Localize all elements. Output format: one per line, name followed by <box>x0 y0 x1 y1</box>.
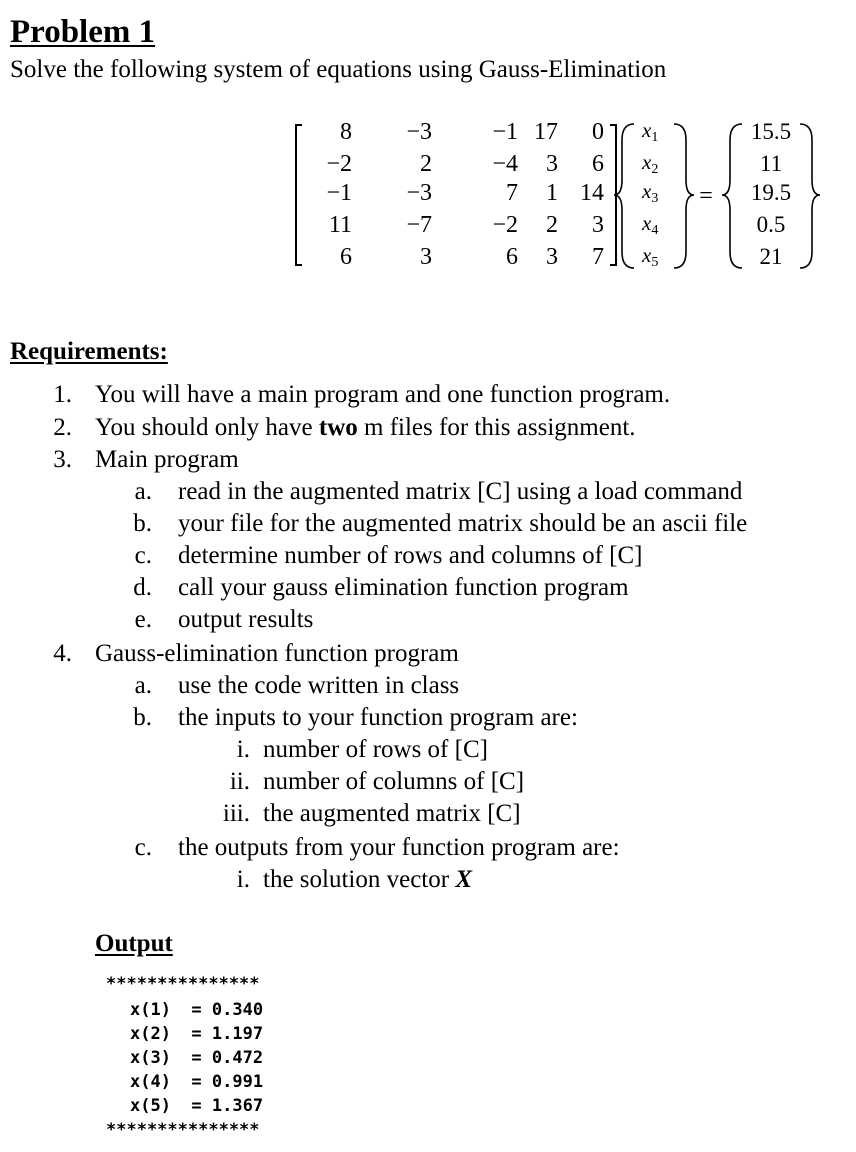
item-text: You will have a main program and one function program. <box>95 381 671 408</box>
subitem-letter: a. <box>134 478 152 505</box>
output-line: x(4) = 0.991 <box>130 1072 264 1092</box>
matrix-cell: 3 <box>592 212 604 238</box>
output-line: x(2) = 1.197 <box>130 1024 264 1044</box>
matrix-cell: −3 <box>406 119 432 145</box>
rhs-cell: 11 <box>759 151 783 176</box>
matrix-cell: 14 <box>580 180 604 206</box>
item-text: Main program <box>95 446 239 473</box>
item-text-bold: two <box>318 414 358 441</box>
coefficient-matrix <box>326 119 604 270</box>
subsubitem-text <box>263 866 472 894</box>
matrix-cell: 3 <box>420 244 432 270</box>
matrix-cell: −4 <box>492 151 518 177</box>
subitem-letter: e. <box>134 606 152 633</box>
matrix-cell: −2 <box>492 212 518 238</box>
rhs-cell: 0.5 <box>756 212 786 237</box>
item-number: 4. <box>53 640 72 667</box>
item-text-part: You should only have <box>95 414 319 441</box>
item-number: 1. <box>53 381 72 408</box>
problem-title: Problem 1 <box>10 14 156 50</box>
rhs-cell: 19.5 <box>750 180 792 205</box>
subitem-letter: d. <box>133 574 152 601</box>
matrix-cell: −3 <box>406 180 432 206</box>
subitem-text: the outputs from your function program are: <box>178 834 620 861</box>
rhs-left-brace <box>722 124 742 268</box>
item-text: Gauss-elimination function program <box>95 640 459 667</box>
subsubitem-roman: i. <box>236 866 250 893</box>
problem-subtitle: Solve the following system of equations using Gauss-Elimination <box>10 56 667 83</box>
matrix-cell: −1 <box>492 119 518 145</box>
subitem-letter: c. <box>134 542 152 569</box>
subsubitem-roman: ii. <box>229 768 250 795</box>
subitem-letter: b. <box>133 704 152 731</box>
matrix-cell: −7 <box>406 212 432 238</box>
rhs-vector <box>751 119 791 269</box>
subitem-text: call your gauss elimination function program <box>178 574 629 601</box>
unknowns-vector <box>641 118 658 270</box>
output-heading: Output <box>95 930 173 957</box>
matrix-cell: −1 <box>326 180 352 206</box>
matrix-cell: 6 <box>340 244 352 270</box>
unknowns-right-brace <box>674 124 694 268</box>
matrix-equation <box>0 0 856 300</box>
matrix-cell: 7 <box>506 180 518 206</box>
unknown-cell: x4 <box>642 211 659 238</box>
requirements-heading: Requirements: <box>10 338 168 365</box>
item-text <box>95 414 636 442</box>
item-number: 2. <box>53 414 72 441</box>
subitem-text: read in the augmented matrix [C] using a load command <box>178 478 743 505</box>
subsubitem-text: the augmented matrix [C] <box>263 800 521 827</box>
subitem-letter: a. <box>134 672 152 699</box>
subitem-text: determine number of rows and columns of [C] <box>178 542 643 569</box>
matrix-cell: 0 <box>592 119 604 145</box>
output-line: x(3) = 0.472 <box>130 1048 264 1068</box>
unknown-cell: x3 <box>642 179 659 206</box>
item-text-part: m files for this assignment. <box>357 414 636 441</box>
matrix-cell: 2 <box>546 212 558 238</box>
matrix-cell: 7 <box>592 244 604 270</box>
unknown-cell: x1 <box>642 118 659 145</box>
subsubitem-roman: iii. <box>222 800 250 827</box>
item-number: 3. <box>53 446 72 473</box>
matrix-cell: 6 <box>592 151 604 177</box>
output-line: x(5) = 1.367 <box>130 1096 264 1116</box>
matrix-cell: 1 <box>546 180 558 206</box>
equals-sign: = <box>699 183 713 209</box>
unknown-cell: x5 <box>642 243 659 270</box>
unknown-cell: x2 <box>642 150 659 177</box>
matrix-cell: 8 <box>340 119 352 145</box>
subitem-letter: c. <box>134 834 152 861</box>
subitem-text: your file for the augmented matrix should be an ascii file <box>178 510 748 537</box>
output-border-bottom: *************** <box>106 1120 260 1140</box>
rhs-cell: 15.5 <box>750 119 792 144</box>
solution-vector-symbol: X <box>455 866 473 893</box>
matrix-left-bracket <box>296 125 302 265</box>
output-line: x(1) = 0.340 <box>130 1000 264 1020</box>
matrix-cell: 17 <box>534 119 558 145</box>
matrix-cell: 6 <box>506 244 518 270</box>
rhs-right-brace <box>800 124 820 268</box>
matrix-cell: −2 <box>326 151 352 177</box>
subsubitem-text: number of columns of [C] <box>263 768 525 795</box>
matrix-cell: 3 <box>546 244 558 270</box>
subsubitem-roman: i. <box>236 736 250 763</box>
subsubitem-text: number of rows of [C] <box>263 736 488 763</box>
subitem-text: output results <box>178 606 314 633</box>
matrix-cell: 11 <box>328 212 352 238</box>
matrix-cell: 3 <box>546 151 558 177</box>
subitem-letter: b. <box>133 510 152 537</box>
subitem-text: use the code written in class <box>178 672 460 699</box>
output-border-top: *************** <box>106 974 260 994</box>
rhs-cell: 21 <box>759 244 783 269</box>
matrix-cell: 2 <box>420 151 432 177</box>
subsubitem-text-part: the solution vector <box>263 866 456 893</box>
subitem-text: the inputs to your function program are: <box>178 704 578 731</box>
